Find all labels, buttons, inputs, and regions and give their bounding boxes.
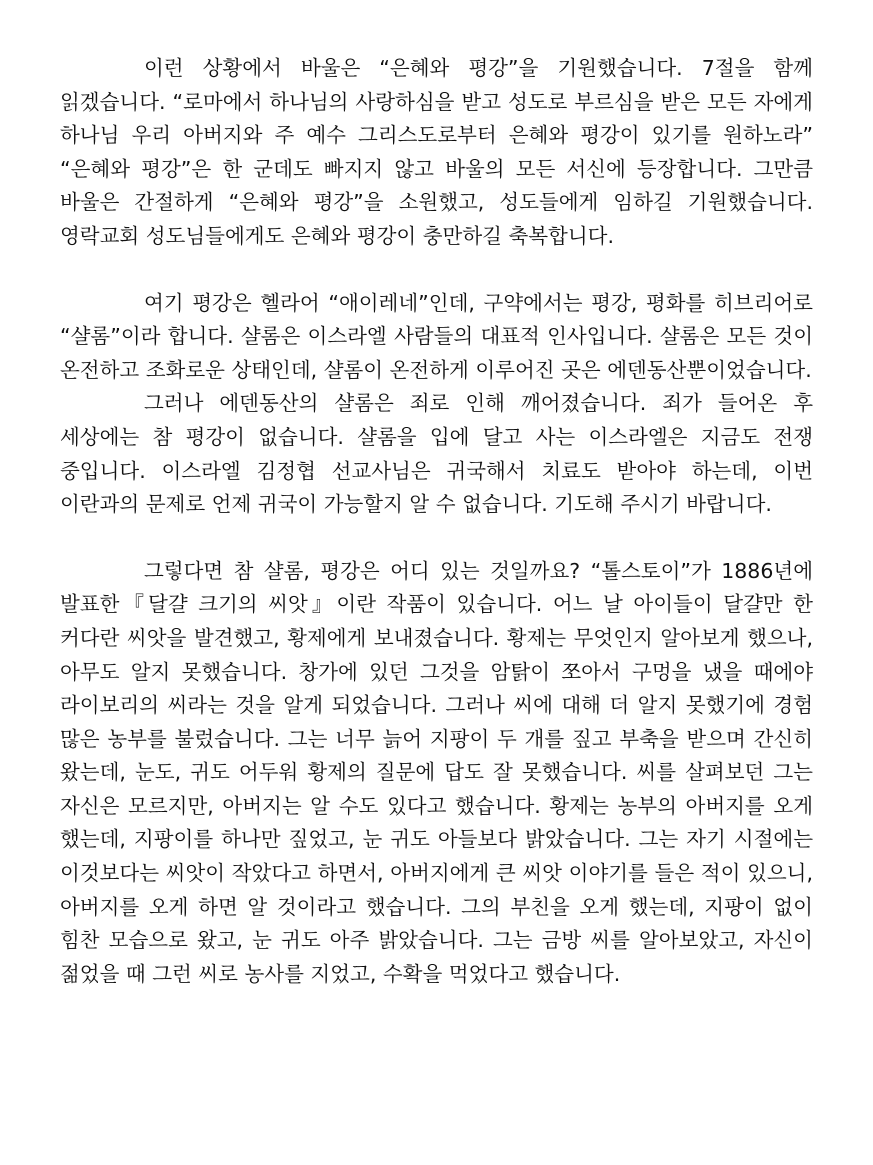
- paragraph-gap: [60, 254, 813, 287]
- paragraph-eden-broken: 그러나 에덴동산의 샬롬은 죄로 인해 깨어졌습니다. 죄가 들어온 후 세상에는 참 평강이 없습니다. 샬롬을 입에 달고 사는 이스라엘은 지금도 전쟁 중입니다. 이스라엘 김정협 선교사님은 귀국해서 치료도 받아야 하는데, 이번 이란과의 문제로 언제 귀국이 가능할지 알 수 없습니다. 기도해 주시기 바랍니다.: [60, 391, 813, 517]
- paragraph-tolstoy-story: 그렇다면 참 샬롬, 평강은 어디 있는 것일까요? “톨스토이”가 1886년에 발표한『달걀 크기의 씨앗』이란 작품이 있습니다. 어느 날 아이들이 달걀만 한 커다란 씨앗을 발견했고, 황제에게 보내졌습니다. 황제는 무엇인지 알아보게 했으나, 아무도 알지 못했습니다. 창가에 있던 그것을 암탉이 쪼아서 구멍을 냈을 때에야 라이보리의 씨라는 것을 알게 되었습니다. 그러나 씨에 대해 더 알지 못했기에 경험 많은 농부를 불렀습니다. 그는 너무 늙어 지팡이 두 개를 짚고 부축을 받으며 간신히 왔는데, 눈도, 귀도 어두워 황제의 질문에 답도 잘 못했습니다. 씨를 살펴보던 그는 자신은 모르지만, 아버지는 알 수도 있다고 했습니다. 황제는 농부의 아버지를 오게 했는데, 지팡이를 하나만 짚었고, 눈 귀도 아들보다 밝았습니다. 그는 자기 시절에는 이것보다는 씨앗이 작았다고 하면서, 아버지에게 큰 씨앗 이야기를 들은 적이 있으니, 아버지를 오게 하면 알 것이라고 했습니다. 그의 부친을 오게 했는데, 지팡이 없이 힘찬 모습으로 왔고, 눈 귀도 아주 밝았습니다. 그는 금방 씨를 알아보았고, 자신이 젊었을 때 그런 씨로 농사를 지었고, 수확을 먹었다고 했습니다.: [60, 558, 813, 986]
- paragraph-grace-and-peace: 이런 상황에서 바울은 “은혜와 평강”을 기원했습니다. 7절을 함께 읽겠습니다. “로마에서 하나님의 사랑하심을 받고 성도로 부르심을 받은 모든 자에게 하나님 우리 아버지와 주 예수 그리스도로부터 은혜와 평강이 있기를 원하노라” “은혜와 평강”은 한 군데도 빠지지 않고 바울의 모든 서신에 등장합니다. 그만큼 바울은 간절하게 “은혜와 평강”을 소원했고, 성도들에게 임하길 기원했습니다. 영락교회 성도님들에게도 은혜와 평강이 충만하길 축복합니다.: [60, 56, 813, 248]
- paragraph-gap: [60, 522, 813, 555]
- paragraph-shalom-meaning: 여기 평강은 헬라어 “애이레네”인데, 구약에서는 평강, 평화를 히브리어로 “샬롬”이라 합니다. 샬롬은 이스라엘 사람들의 대표적 인사입니다. 샬롬은 모든 것이 온전하고 조화로운 상태인데, 샬롬이 온전하게 이루어진 곳은 에덴동산뿐이었습니다.: [60, 290, 813, 382]
- document-page: [60, 52, 813, 991]
